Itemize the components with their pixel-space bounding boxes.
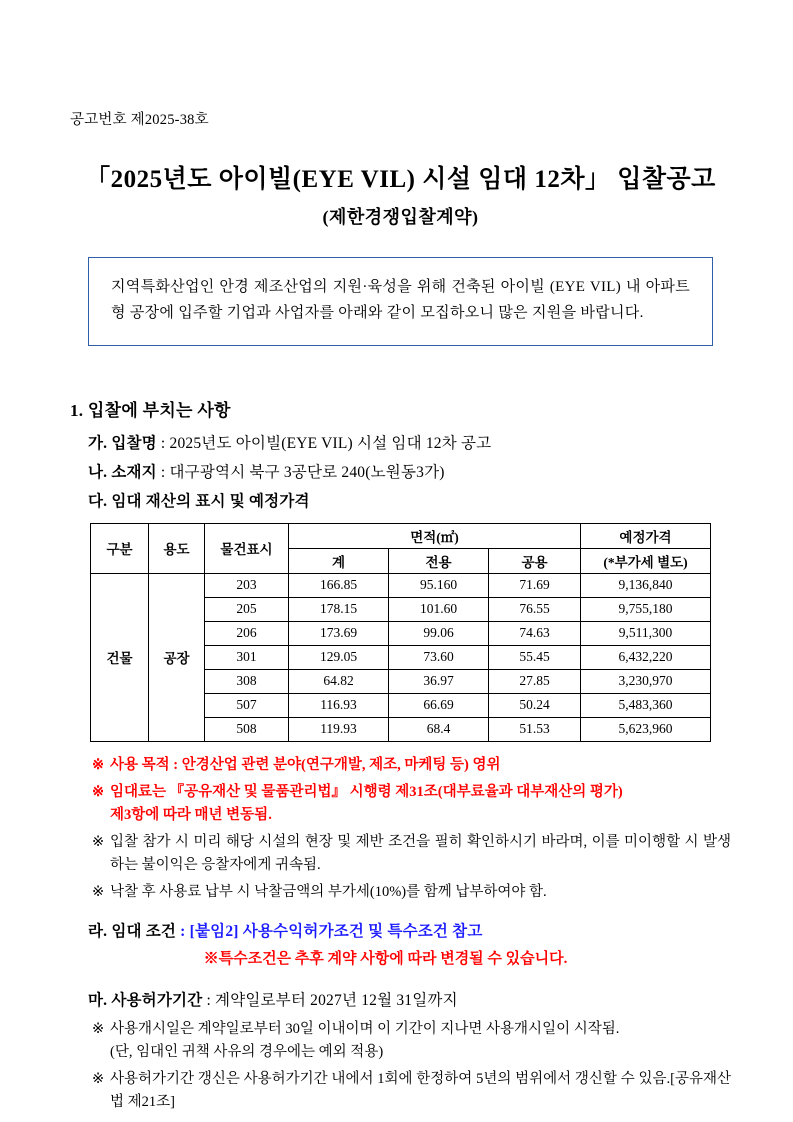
header-price-group: 예정가격 xyxy=(581,523,711,548)
reference-mark-icon: ※ xyxy=(92,884,105,901)
cell-common: 50.24 xyxy=(489,693,581,717)
location-value: : 대구광역시 북구 3공단로 240(노원동3가) xyxy=(156,463,445,481)
reference-mark-icon: ※ xyxy=(92,1071,105,1087)
header-item: 물건표시 xyxy=(205,523,289,573)
cell-item: 507 xyxy=(205,693,289,717)
cell-common: 55.45 xyxy=(489,645,581,669)
cell-price: 5,483,360 xyxy=(581,693,711,717)
note-vat xyxy=(92,881,731,904)
header-area-common: 공용 xyxy=(489,548,581,573)
reference-mark-icon: ※ xyxy=(92,756,105,773)
document-number: 공고번호 제2025-38호 xyxy=(70,112,209,128)
note-purpose xyxy=(92,754,731,777)
property-table-label: 다. 임대 재산의 표시 및 예정가격 xyxy=(88,492,310,510)
permit-period-value: : 계약일로부터 2027년 12월 31일까지 xyxy=(202,991,458,1009)
cell-common: 74.63 xyxy=(489,621,581,645)
cell-price: 9,755,180 xyxy=(581,597,711,621)
cell-common: 51.53 xyxy=(489,717,581,741)
notes-list xyxy=(92,754,731,905)
cell-price: 9,511,300 xyxy=(581,621,711,645)
cell-price: 3,230,970 xyxy=(581,669,711,693)
location-label: 나. 소재지 xyxy=(88,463,157,481)
lease-terms-label: 라. 임대 조건 xyxy=(88,922,177,940)
cell-exclusive: 36.97 xyxy=(389,669,489,693)
cell-item: 203 xyxy=(205,573,289,597)
cell-total: 64.82 xyxy=(289,669,389,693)
intro-box: 지역특화산업인 안경 제조산업의 지원·육성을 위해 건축된 아이빌 (EYE VIL) 내 아파트형 공장에 입주할 기업과 사업자를 아래와 같이 모집하오니 많은 지원을 바랍니다. xyxy=(88,257,713,346)
permit-period-label: 마. 사용허가기간 xyxy=(88,991,203,1009)
note-renewal-text: 사용허가기간 갱신은 사용허가기간 내에서 1회에 한정하여 5년의 범위에서 갱신할 수 있음.[공유재산법 제21조] xyxy=(110,1071,731,1111)
lease-terms-warning: ※특수조건은 추후 계약 사항에 따라 변경될 수 있습니다. xyxy=(203,950,568,967)
cell-item: 206 xyxy=(205,621,289,645)
bid-name-row xyxy=(88,431,731,453)
note-rent-law-line1: 임대료는 『공유재산 및 물품관리법』 시행령 제31조(대부료율과 대부재산의 평가) xyxy=(110,783,623,800)
note-renewal xyxy=(92,1068,731,1114)
page-title: 「2025년도 아이빌(EYE VIL) 시설 임대 12차」 입찰공고 xyxy=(85,166,716,193)
cell-item: 301 xyxy=(205,645,289,669)
cell-price: 5,623,960 xyxy=(581,717,711,741)
cell-exclusive: 95.160 xyxy=(389,573,489,597)
table-row xyxy=(91,573,711,597)
cell-exclusive: 66.69 xyxy=(389,693,489,717)
cell-total: 119.93 xyxy=(289,717,389,741)
section-1-heading: 1. 입찰에 부치는 사항 xyxy=(70,400,231,420)
property-table xyxy=(90,523,711,742)
cell-usage: 공장 xyxy=(149,573,205,741)
cell-total: 166.85 xyxy=(289,573,389,597)
note-vat-text: 낙찰 후 사용료 납부 시 낙찰금액의 부가세(10%)를 함께 납부하여야 함. xyxy=(110,884,547,901)
property-table-heading xyxy=(88,489,731,511)
table-body xyxy=(91,573,711,741)
note-start-date-text: 사용개시일은 계약일로부터 30일 이내이며 이 기간이 지나면 사용개시일이 시작됨. xyxy=(110,1020,620,1037)
note-site-check-text: 입찰 참가 시 미리 해당 시설의 현장 및 제반 조건을 필히 확인하시기 바라며, 이를 미이행할 시 발생하는 불이익은 응찰자에게 귀속됨. xyxy=(110,834,731,874)
cell-total: 173.69 xyxy=(289,621,389,645)
cell-exclusive: 73.60 xyxy=(389,645,489,669)
note-start-date xyxy=(92,1018,731,1064)
cell-price: 6,432,220 xyxy=(581,645,711,669)
location-row xyxy=(88,460,731,482)
cell-common: 27.85 xyxy=(489,669,581,693)
cell-common: 76.55 xyxy=(489,597,581,621)
note-purpose-text: 사용 목적 : 안경산업 관련 분야(연구개발, 제조, 마케팅 등) 영위 xyxy=(110,756,501,773)
cell-item: 308 xyxy=(205,669,289,693)
permit-notes-list xyxy=(92,1018,731,1115)
reference-mark-icon: ※ xyxy=(92,1020,105,1037)
header-area-exclusive: 전용 xyxy=(389,548,489,573)
cell-total: 178.15 xyxy=(289,597,389,621)
page-subtitle: (제한경쟁입찰계약) xyxy=(322,207,479,227)
reference-mark-icon: ※ xyxy=(92,834,105,851)
table-header-row-1 xyxy=(91,523,711,548)
header-category: 구분 xyxy=(91,523,149,573)
permit-period-row xyxy=(88,988,731,1010)
cell-total: 116.93 xyxy=(289,693,389,717)
cell-item: 508 xyxy=(205,717,289,741)
cell-price: 9,136,840 xyxy=(581,573,711,597)
header-usage: 용도 xyxy=(149,523,205,573)
reference-mark-icon: ※ xyxy=(92,783,105,800)
lease-terms-value: : [붙임2] 사용수익허가조건 및 특수조건 참고 xyxy=(176,922,483,940)
lease-terms-row xyxy=(88,919,731,941)
cell-common: 71.69 xyxy=(489,573,581,597)
cell-exclusive: 68.4 xyxy=(389,717,489,741)
cell-total: 129.05 xyxy=(289,645,389,669)
note-site-check xyxy=(92,831,731,877)
bid-name-value: : 2025년도 아이빌(EYE VIL) 시설 임대 12차 공고 xyxy=(156,434,492,452)
note-start-date-exception: (단, 임대인 귀책 사유의 경우에는 예외 적용) xyxy=(110,1043,384,1060)
bid-name-label: 가. 입찰명 xyxy=(88,434,157,452)
note-rent-law-line2: 제3항에 따라 매년 변동됨. xyxy=(110,806,272,823)
cell-exclusive: 99.06 xyxy=(389,621,489,645)
cell-item: 205 xyxy=(205,597,289,621)
cell-exclusive: 101.60 xyxy=(389,597,489,621)
cell-category: 건물 xyxy=(91,573,149,741)
header-area-group: 면적(㎡) xyxy=(289,523,581,548)
header-price-note: (*부가세 별도) xyxy=(581,548,711,573)
note-rent-law xyxy=(92,781,731,827)
header-area-total: 계 xyxy=(289,548,389,573)
